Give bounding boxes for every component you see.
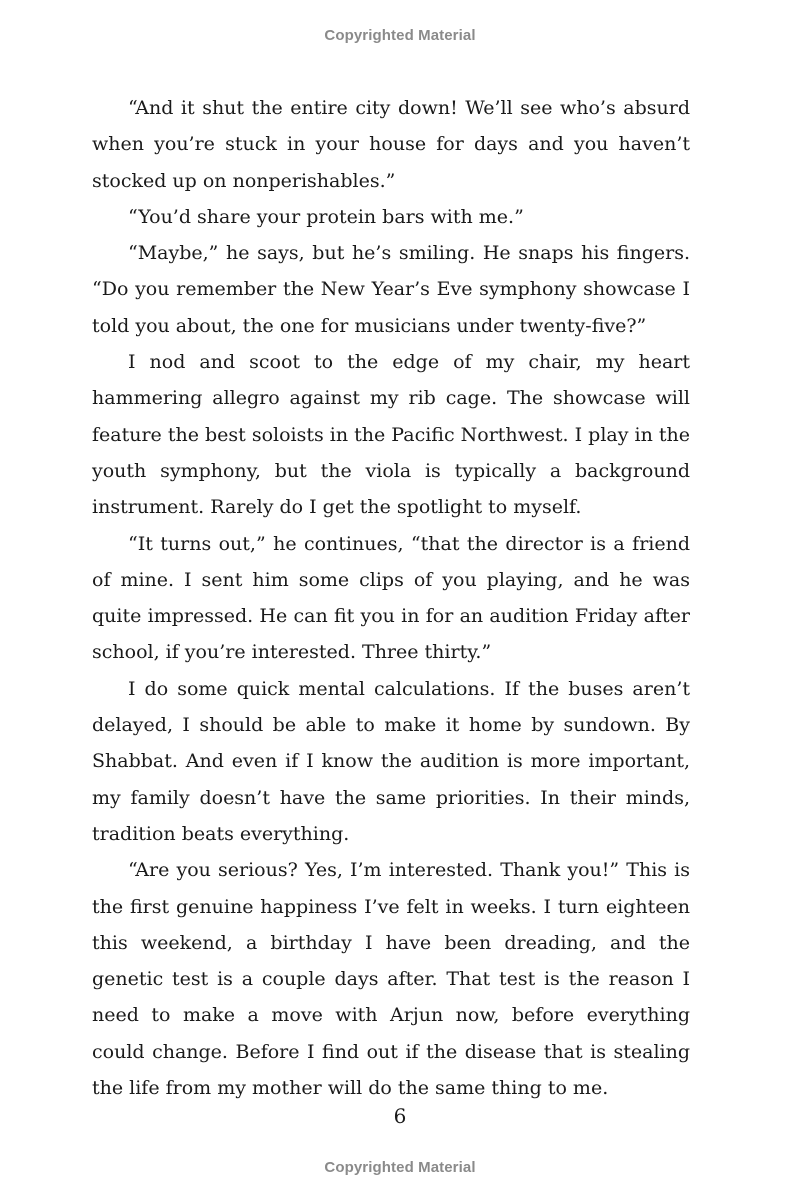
- page-number: 6: [393, 1104, 407, 1128]
- paragraph: I nod and scoot to the edge of my chair, my heart hammering allegro against my rib cage. The showcase will feature the best soloists in the Pacific Northwest. I play in the youth symphony, but the viola is typically a background instrument. Rarely do I get the spotlight to myself.: [92, 351, 690, 519]
- paragraph: “It turns out,” he continues, “that the director is a friend of mine. I sent him some clips of you playing, and he was quite impressed. He can fit you in for an audition Friday after school, if you’re interested. Three thirty.”: [92, 532, 690, 664]
- paragraph: “Are you serious? Yes, I’m interested. Thank you!” This is the first genuine happiness I’ve felt in weeks. I turn eighteen this weekend, a birthday I have been dreading, and the genetic test is a couple days after. That test is the reason I need to make a move with Arjun now, before everything could change. Before I find out if the disease that is stealing the life from my mother will do the same thing to me.: [92, 859, 690, 1100]
- paragraph: I do some quick mental calculations. If the buses aren’t delayed, I should be able to make it home by sundown. By Shabbat. And even if I know the audition is more important, my family doesn’t have the same priorities. In their minds, tradition beats everything.: [92, 677, 690, 845]
- copyright-watermark-bottom: Copyrighted Material: [324, 1159, 476, 1176]
- paragraph: “Maybe,” he says, but he’s smiling. He snaps his fingers. “Do you remember the New Year’s Eve symphony showcase I told you about, the one for musicians under twenty-five?”: [92, 242, 690, 337]
- page-body-text: [92, 90, 690, 1106]
- paragraph: “You’d share your protein bars with me.”: [128, 205, 524, 228]
- copyright-watermark-top: Copyrighted Material: [324, 27, 476, 44]
- paragraph: “And it shut the entire city down! We’ll see who’s absurd when you’re stuck in your house for days and you haven’t stocked up on nonperishables.”: [92, 97, 690, 192]
